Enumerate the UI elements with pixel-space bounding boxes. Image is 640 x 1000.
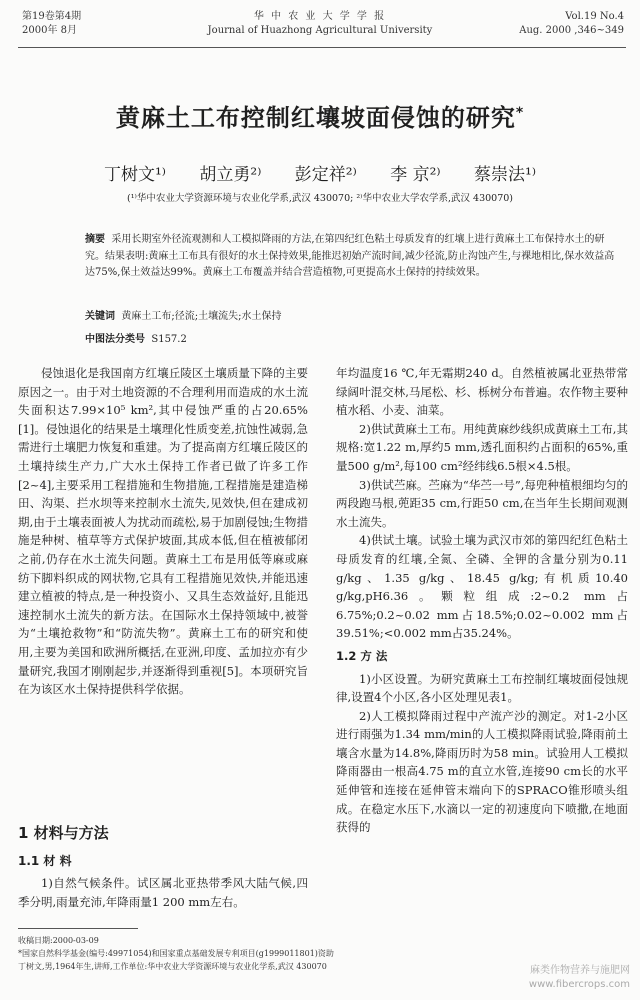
title-footnote-mark: * — [515, 105, 525, 121]
paragraph: 年均温度16 ℃,年无霜期240 d。自然植被属北亚热带常绿阔叶混交林,马尾松、杉、栎树分布普遍。农作物主要种植水稻、小麦、油菜。 — [336, 366, 628, 418]
paragraph: 1)小区设置。为研究黄麻土工布控制红壤坡面侵蚀规律,设置4个小区,各小区处理见表1。 — [336, 671, 628, 705]
author: 李 京²⁾ — [390, 165, 441, 185]
watermark-line: 麻类作物营养与施肥网 — [530, 965, 630, 976]
clc-code: S157.2 — [151, 334, 187, 345]
keywords — [85, 307, 281, 322]
left-column-continued — [18, 874, 308, 911]
paragraph: 2)供试黄麻土工布。用纯黄麻纱线织成黄麻土工布,其规格:宽1.22 m,厚约5 mm,透孔面积约占面积的65%,重量500 g/m²,每100 cm²经纬线6.5根×4.5根。 — [336, 421, 628, 473]
climate-paragraph: 1)自然气候条件。试区属北亚热带季风大陆气候,四季分明,雨量充沛,年降雨量1 200 mm左右。 — [18, 876, 308, 909]
paper-title — [0, 98, 640, 133]
classification — [85, 330, 187, 345]
watermark-line: www.fibercrops.com — [528, 979, 630, 990]
journal-name-en: Journal of Huazhong Agricultural University — [207, 25, 433, 36]
paragraph: 4)供试土壤。试验土壤为武汉市郊的第四纪红色粘土母质发育的红壤,全氮、全磷、全钾的含量分别为0.11 g/kg、1.35 g/kg、18.45 g/kg;有机质10.40 g/kg,pH6.36。颗粒组成:2~0.2 mm占6.75%;0.2~0.02 mm占18.5%;0.02~0.002 mm占39.51%;<0.002 mm占35.24%。 — [336, 533, 628, 641]
footnote: *国家自然科学基金(编号:49971054)和国家重点基础发展专利项目(g1999011801)资助 — [18, 949, 334, 958]
clc-label: 中图法分类号 — [85, 334, 145, 345]
author: 丁树文¹⁾ — [103, 165, 166, 185]
footnote-rule — [18, 928, 138, 929]
abstract-label: 摘要 — [85, 234, 105, 245]
page-range: Aug. 2000 ,346~349 — [519, 25, 624, 36]
keywords-label: 关键词 — [85, 311, 115, 322]
author: 蔡崇法¹⁾ — [474, 165, 537, 185]
left-column — [18, 364, 308, 699]
volume-pages — [519, 10, 624, 38]
abstract-text: 采用长期室外径流观测和人工模拟降雨的方法,在第四纪红色粘土母质发育的红壤上进行黄麻土工布保持水土的研究。结果表明:黄麻土工布具有很好的水土保持效果,能推迟初始产流时间,减少径流,防止沟蚀产生,与裸地相比,保水效益高达75%,保土效益达99%。黄麻土工布覆盖并结合营造植物,可更提高水土保持的持续效果。 — [85, 234, 615, 278]
paragraph: 2)人工模拟降雨过程中产流产沙的测定。对1-2小区进行雨强为1.34 mm/min的人工模拟降雨试验,降雨前土壤含水量为14.8%,降雨历时为58 min。试验用人工模拟降雨器由一根高4.75 m的直立水管,连接90 cm长的水平延伸管和连接在延伸管末端向下的SPRACO锥形喷头组成。在稳定水压下,水滴以一定的初速度向下喷撒,在地面获得的 — [336, 708, 628, 835]
paper-title-text: 黄麻土工布控制红壤坡面侵蚀的研究 — [115, 104, 516, 132]
paragraph: 3)供试苎麻。苎麻为“华苎一号”,每兜种植根细均匀的两段跑马根,蔸距35 cm,行距50 cm,在当年生长期间观测水土流失。 — [336, 477, 628, 529]
footnote: 丁树文,男,1964年生,讲师,工作单位:华中农业大学资源环境与农业化学系,武汉 430070 — [18, 962, 327, 971]
section-heading: 1 材料与方法 — [18, 824, 109, 842]
affiliation: (¹⁾华中农业大学资源环境与农业化学系,武汉 430070; ²⁾华中农业大学农学系,武汉 430070) — [126, 193, 514, 204]
author: 彭定祥²⁾ — [294, 165, 357, 185]
footnote: 收稿日期:2000-03-09 — [18, 936, 99, 945]
watermark — [529, 964, 630, 992]
subsection-heading: 1.2 方 法 — [336, 648, 388, 663]
abstract — [85, 232, 615, 282]
date-line: 2000年 8月 — [22, 25, 77, 36]
subsection-heading: 1.1 材 料 — [18, 854, 72, 868]
right-column — [336, 364, 628, 837]
intro-paragraph: 侵蚀退化是我国南方红壤丘陵区土壤质量下降的主要原因之一。由于对土地资源的不合理利用而造成的水土流失面积达7.99×10⁵ km²,其中侵蚀严重的占20.65%[1]。侵蚀退化的结果是土壤理化性质变差,抗蚀性减弱,急需进行土壤肥力恢复和重建。为了提高南方红壤丘陵区的土壤持续生产力,广大水土保持工作者已做了许多工作[2~4],主要采用工程措施和生物措施,工程措施是建造梯田、沟渠、拦水坝等来控制水土流失,见效快,但在建成初期,由于土壤表面被人为扰动而疏松,易于加剧侵蚀;生物措施是种树、植草等方式保护坡面,其成本低,但在植被郁闭之前,仍存在水土流失问题。黄麻土工布是用低等麻或麻纺下脚料织成的网状物,它具有工程措施见效快,并能迅速建立植被的特点,是一种投资小、又具生态效益好,且能迅速控制水土流失的新方法。在国际水土保持领域中,被誉为“土壤抢救物”和“防流失物”。黄麻土工布的研究和使用,主要为美国和欧洲所概括,在亚洲,印度、孟加拉亦有少量研究,我国才刚刚起步,并逐渐得到重视[5]。本项研究旨在为该区水土保持提供科学依据。 — [18, 366, 308, 697]
author: 胡立勇²⁾ — [199, 165, 262, 185]
vol-no: Vol.19 No.4 — [565, 11, 624, 22]
keywords-text: 黄麻土工布;径流;土壤流失;水土保持 — [121, 311, 282, 322]
header-rule — [18, 47, 626, 48]
journal-name-cn: 华 中 农 业 大 学 学 报 — [253, 11, 387, 22]
author-list — [0, 160, 640, 185]
volume-line: 第19卷第4期 — [22, 11, 82, 22]
